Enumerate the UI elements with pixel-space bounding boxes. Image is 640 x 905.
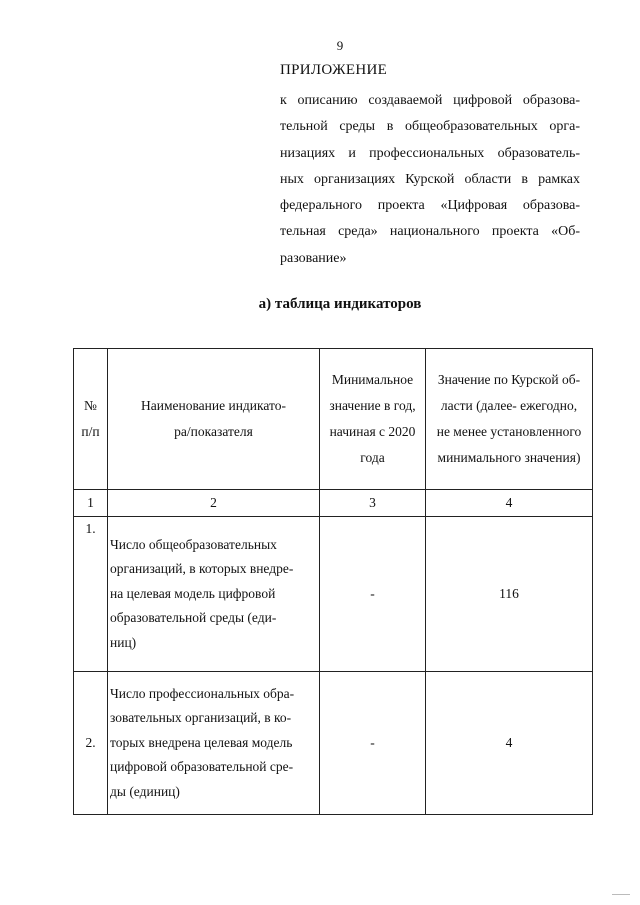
column-number: 3 — [320, 490, 426, 517]
appendix-description-line: федерального проекта «Цифровая образова- — [280, 198, 580, 214]
header-num-line: п/п — [81, 424, 100, 439]
table-title: а) таблица индикаторов — [258, 296, 422, 312]
appendix-title: ПРИЛОЖЕНИЕ — [280, 62, 388, 78]
row-name-line: образовательной среды (еди- — [110, 610, 277, 626]
row-name-cell — [108, 517, 320, 672]
indicators-table — [73, 348, 593, 815]
header-min-line: Минимальное — [331, 372, 414, 387]
row-name-line: торых внедрена целевая модель — [110, 734, 293, 750]
row-min-value: - — [320, 672, 426, 815]
row-kursk-value: 4 — [426, 672, 593, 815]
row-name-line: Число профессиональных обра- — [110, 685, 295, 701]
appendix-description-line: разование» — [280, 250, 347, 266]
header-kursk-line: Значение по Курской об- — [437, 372, 581, 387]
corner-mark — [612, 894, 630, 895]
appendix-description-line: ных организациях Курской области в рамках — [280, 171, 580, 187]
header-min-line: начиная с 2020 — [329, 424, 416, 439]
row-name-line: на целевая модель цифровой — [110, 585, 276, 601]
appendix-description-line: тельной среды в общеобразовательных орга- — [280, 119, 580, 135]
header-min-line: значение в год, — [329, 398, 416, 413]
row-name-line: зовательных организаций, в ко- — [110, 710, 292, 726]
row-min-value: - — [320, 517, 426, 672]
header-min-cell — [320, 349, 426, 490]
row-name-line: ды (единиц) — [110, 783, 180, 799]
header-kursk-line: минимального значения) — [437, 450, 581, 465]
appendix-description-line: низациях и профессиональных образователь- — [280, 145, 580, 161]
row-number: 1. — [74, 517, 108, 672]
header-num-cell — [74, 349, 108, 490]
column-number: 2 — [108, 490, 320, 517]
header-kursk-cell — [426, 349, 593, 490]
appendix-description — [280, 88, 580, 272]
column-number: 4 — [426, 490, 593, 517]
header-name-cell — [108, 349, 320, 490]
row-kursk-value: 116 — [426, 517, 593, 672]
row-name-line: цифровой образовательной сре- — [110, 759, 294, 775]
header-num-line: № — [84, 398, 97, 413]
header-min-line: года — [360, 450, 385, 465]
appendix-description-line: тельная среда» национального проекта «Об- — [280, 224, 580, 240]
row-name-line: организаций, в которых внедре- — [110, 561, 294, 577]
column-numbers-row — [74, 490, 593, 517]
header-kursk-line: не менее установленного — [436, 424, 582, 439]
row-name-line: ниц) — [110, 634, 137, 650]
row-name-cell — [108, 672, 320, 815]
header-kursk-line: ласти (далее- ежегодно, — [440, 398, 578, 413]
table-row — [74, 672, 593, 815]
row-name-line: Число общеобразовательных — [110, 536, 277, 552]
header-name-line: ра/показателя — [174, 424, 253, 439]
page-number: 9 — [336, 38, 344, 53]
header-name-line: Наименование индикато- — [141, 398, 286, 413]
column-number: 1 — [74, 490, 108, 517]
table-header-row — [74, 349, 593, 490]
table-row — [74, 517, 593, 672]
row-number: 2. — [74, 672, 108, 815]
appendix-description-line: к описанию создаваемой цифровой образова- — [280, 93, 580, 108]
